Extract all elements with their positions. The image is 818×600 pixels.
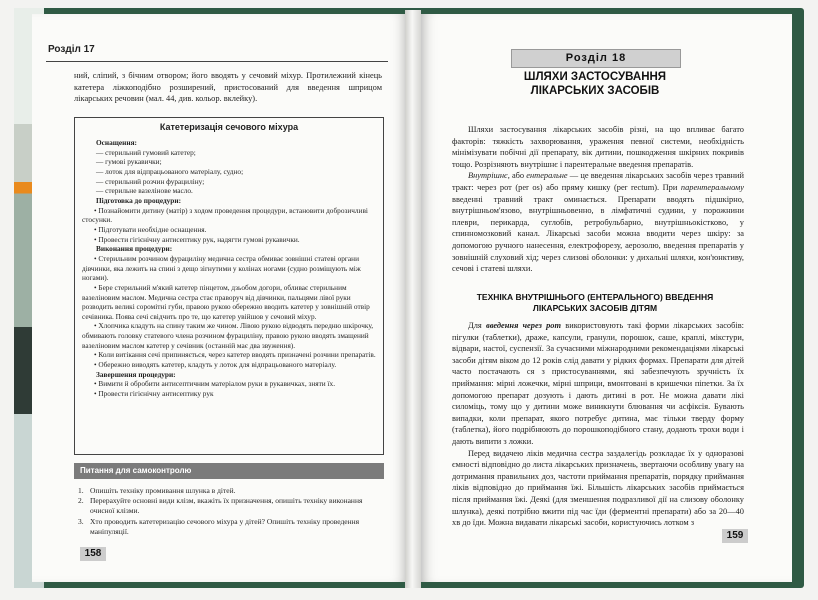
em-internal: Внутрішнє [468, 171, 508, 181]
procedure-line: • Хлопчика кладуть на спину таким же чином. Лівою рукою відводять передню шкірочку, обмивають головку статевого члена розчином фурациліну, правою рукою вводять змащений вазеліновим маслом катетер у сечівник (останній має два звуження). [82, 321, 374, 350]
text-part: — це введення лікарських засобів через травний тракт: через рот (per os) або пряму кишку (per rectum). При [452, 171, 745, 192]
intro-text: ний, сліпий, з бічним отвором; його вводять у сечовий міхур. Протилежний кінець катетера ліжкоподібно розширений, пристосований для введення шприцом лікарських речовин (мал. 44, див. кольор. вклейку). [74, 71, 382, 104]
procedure-line: • Стерильним розчином фурациліну медична сестра обмиває зовнішні статеві органи дівчинки, яка лежить на спині з дещо зігнутими у колінах ногами (судно розміщують між ногами). [82, 253, 361, 283]
procedure-line: • Бере стерильний м'який катетер пінцетом, дзьобом догори, обливає стерильним вазеліновим маслом. Медична сестра стає праворуч від дівчинки, пальцями лівої руки розводить великі соромітні губи, правою рукою обережно вводить катетер у зовнішній отвір сечівника. Поява сечі свідчить про те, що катетер увійшов у сечовий міхур. [82, 282, 370, 321]
running-header: Розділ 17 [46, 44, 388, 62]
procedure-line: — стерильне вазелінове масло. [96, 186, 193, 196]
em-oral: введення через рот [486, 321, 561, 330]
questions-list [78, 486, 382, 537]
procedure-line: — лоток для відпрацьованого матеріалу, судно; [96, 166, 244, 176]
procedure-box [74, 117, 384, 455]
em-parenteral: парентеральному [680, 182, 744, 192]
question-text: Перерахуйте основні види клізм, вкажіть їх призначення, опишіть техніку виконання очисної клізми. [90, 496, 363, 516]
question-text: Опишіть техніку промивання шлунка в дітей. [90, 486, 236, 495]
question-item [78, 496, 382, 516]
book-spine [405, 10, 421, 588]
page-number-right: 159 [722, 529, 748, 543]
question-number: 1. [78, 486, 84, 495]
procedure-line: — стерильний розчин фурациліну; [96, 176, 205, 186]
paragraph-3: Перед видачею ліків медична сестра заздалегідь розкладає їх у одноразові ємності відповідно до листа лікарських призначень, звертаючи особливу увагу на дотримання правильних доз, частоти приймання препаратів, порядку приймання ліків відповідно до приймання їжі. Більшість лікарських засобів приймається після приймання їжі. Деякі (для зменшення подразливої дії на слизову оболонку шлунка), деякі потрібно вжити під час їди (ферментні препарати) або за 20—40 хв до їди. Можна видавати лікарські засоби, користуючись лотком з [452, 448, 744, 528]
em-enteral: ентеральне [526, 171, 568, 181]
question-number: 3. [78, 516, 84, 526]
text-part: , або [507, 171, 527, 181]
intro-paragraph [74, 70, 382, 105]
question-item [78, 517, 382, 537]
procedure-line: Завершення процедури: [96, 369, 176, 379]
paragraph-1b [452, 170, 744, 274]
procedure-line: Оснащення: [96, 138, 137, 147]
procedure-line: — гумові рукавички; [96, 157, 162, 167]
right-text-block-2 [452, 320, 744, 529]
procedure-line: • Познайомити дитину (матір) з ходом проведення процедури, встановити доброзичливі стосунки. [82, 205, 368, 225]
procedure-line: — стерильний гумовий катетер; [96, 147, 196, 157]
questions-header: Питання для самоконтролю [74, 463, 384, 479]
page-number-left: 158 [80, 547, 106, 561]
section-subtitle: ТЕХНІКА ВНУТРІШНЬОГО (ЕНТЕРАЛЬНОГО) ВВЕДЕННЯ ЛІКАРСЬКИХ ЗАСОБІВ ДІТЯМ [476, 292, 714, 313]
procedure-title: Катетеризація сечового міхура [159, 122, 299, 132]
procedure-line: • Провести гігієнічну антисептику рук, надягти гумові рукавички. [94, 234, 300, 244]
right-text-block-1 [452, 124, 744, 275]
text-part: Для [468, 321, 487, 330]
procedure-line: • Обережно виводять катетер, кладуть у лоток для відпрацьованого матеріалу. [94, 360, 337, 370]
question-number: 2. [78, 496, 84, 506]
question-text: Хто проводить катетеризацію сечового міхура у дітей? Опишіть техніку проведення маніпуляції. [90, 516, 360, 536]
procedure-line: • Коли витікання сечі припиняється, через катетер вводять призначені розчини препаратів. [94, 350, 376, 360]
procedure-line: Виконання процедури: [96, 244, 173, 254]
procedure-line: • Вимити й обробити антисептичним матеріалом руки в рукавичках, зняти їх. [94, 379, 336, 389]
text-part: використовують такі форми лікарських засобів: пігулки (таблетки), драже, капсули, гранули, порошок, саше, краплі, мікстури, відвари, настої, суспензії. За сучасними міжнародними рекомендаціями лікарські засоби дітям віком до 12 років слід давати у рідких формах. Препарати для дітей часто постачають ся з пристосуваннями, які забезпечують зручність їх приймання: мірні ложечки, мірні шприци, вмонтовані в кришечки піпетки. За їх допомогою препарат дозують і дають дитині в рот. Не можна давати лікі силоміць, тому що у дитини може виникнути блювання чи асфіксія. Бувають випадки, коли препарат, якого потребує дитина, має тільки тверду форму (таблетка), його подрібнюють до порошкоподібного стану, додають трохи води і дають випити з ложки. [452, 321, 744, 446]
procedure-line: • Підготувати необхідне оснащення. [94, 224, 207, 234]
text-part: введенні травний тракт оминається. Препарати вводять підшкірно, внутрішньом'язово, внутрішньовенно, в лімфатичні судини, у порожнини плеври, перикарда, суглобів, ретробульбарно, внутрішньокістково, у спинномозковий канал. Лікарські засоби можна вводити через шкіру: за допомогою ручного нанесення, електрофорезу, аерозолю, введення препаратів у зовнішній слуховий хід; через слизові оболонки: у дихальні шляхи, кон'юнктиву, сечові і статеві шляхи. [452, 194, 744, 274]
chapter-label: Розділ 18 [511, 49, 681, 68]
paragraph-2 [452, 320, 744, 448]
paragraph-1: Шляхи застосування лікарських засобів різні, на що впливає багато факторів: тяжкість захворювання, ураження певної системи, необхідність мінімізувати побічні дії препарату, вік дитини, пошкодження шкірних покривів тощо. Розрізняють внутрішнє і парентеральне введення препаратів. [452, 125, 744, 169]
procedure-body [82, 138, 376, 399]
procedure-line: • Провести гігієнічну антисептику рук [94, 389, 214, 399]
question-item [78, 486, 382, 496]
procedure-line: Підготовка до процедури: [96, 195, 181, 205]
chapter-title: ШЛЯХИ ЗАСТОСУВАННЯ ЛІКАРСЬКИХ ЗАСОБІВ [523, 71, 667, 97]
